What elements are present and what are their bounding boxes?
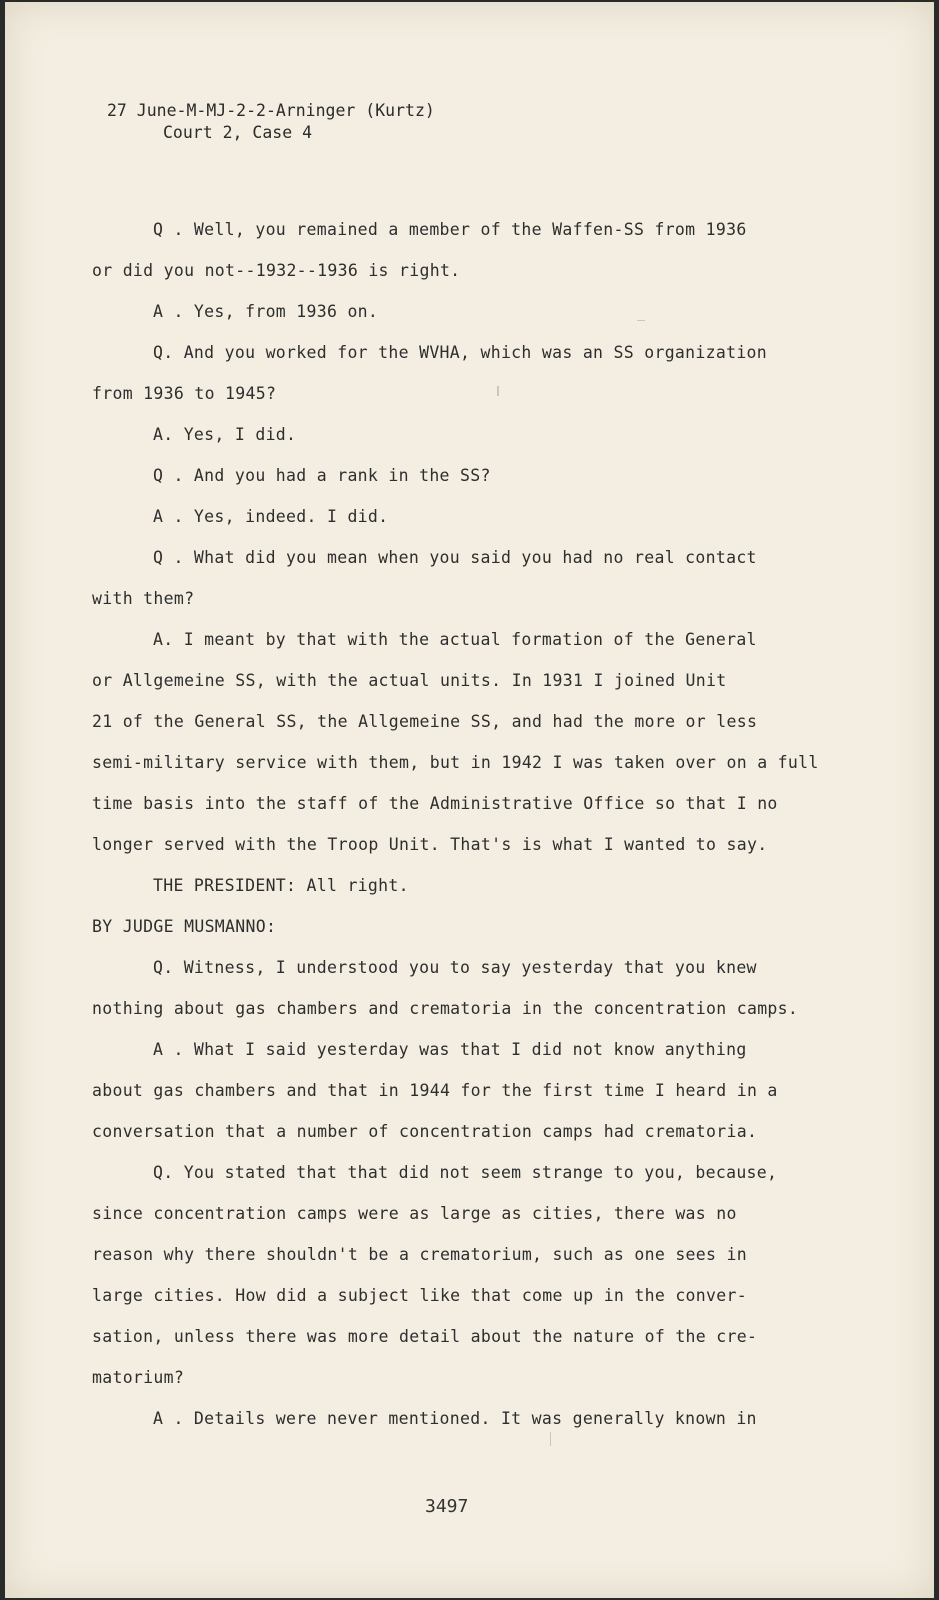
paper-mark xyxy=(637,320,645,321)
transcript-line: A . Yes, indeed. I did. xyxy=(153,507,389,526)
transcript-line: BY JUDGE MUSMANNO: xyxy=(92,917,277,936)
transcript-line: with them? xyxy=(92,589,195,608)
transcript-line: semi-military service with them, but in 1942 I was taken over on a full xyxy=(92,753,819,772)
transcript-line: nothing about gas chambers and crematoria in the concentration camps. xyxy=(92,999,799,1018)
transcript-line: reason why there shouldn't be a crematorium, such as one sees in xyxy=(92,1245,747,1264)
transcript-line: 21 of the General SS, the Allgemeine SS, and had the more or less xyxy=(92,712,758,731)
transcript-line: longer served with the Troop Unit. That's is what I wanted to say. xyxy=(92,835,768,854)
transcript-line: Q. You stated that that did not seem strange to you, because, xyxy=(153,1163,778,1182)
paper-mark xyxy=(550,1432,551,1446)
transcript-line: or did you not--1932--1936 is right. xyxy=(92,261,461,280)
transcript-line: THE PRESIDENT: All right. xyxy=(153,876,409,895)
transcript-line: sation, unless there was more detail about the nature of the cre- xyxy=(92,1327,758,1346)
transcript-line: or Allgemeine SS, with the actual units. In 1931 I joined Unit xyxy=(92,671,727,690)
transcript-line: Q . Well, you remained a member of the Waffen-SS from 1936 xyxy=(153,220,747,239)
transcript-line: from 1936 to 1945? xyxy=(92,384,277,403)
transcript-line: A. I meant by that with the actual formation of the General xyxy=(153,630,757,649)
paper-mark xyxy=(497,386,499,396)
header-line-1: 27 June-M-MJ-2-2-Arninger (Kurtz) xyxy=(107,101,435,120)
document-page xyxy=(5,2,934,1598)
transcript-line: conversation that a number of concentration camps had crematoria. xyxy=(92,1122,758,1141)
page-header xyxy=(107,100,435,144)
transcript-line: Q. And you worked for the WVHA, which was an SS organization xyxy=(153,343,768,362)
header-line-2: Court 2, Case 4 xyxy=(163,123,313,142)
transcript-line: A . What I said yesterday was that I did not know anything xyxy=(153,1040,747,1059)
transcript-line: since concentration camps were as large as cities, there was no xyxy=(92,1204,737,1223)
transcript-line: Q. Witness, I understood you to say yesterday that you knew xyxy=(153,958,757,977)
transcript-line: about gas chambers and that in 1944 for the first time I heard in a xyxy=(92,1081,778,1100)
transcript-line: time basis into the staff of the Administrative Office so that I no xyxy=(92,794,778,813)
transcript-line: large cities. How did a subject like that come up in the conver- xyxy=(92,1286,747,1305)
transcript-line: A. Yes, I did. xyxy=(153,425,297,444)
transcript-line: Q . And you had a rank in the SS? xyxy=(153,466,491,485)
transcript-line: A . Yes, from 1936 on. xyxy=(153,302,379,321)
page-number: 3497 xyxy=(425,1496,469,1517)
transcript-line: matorium? xyxy=(92,1368,185,1387)
transcript-line: A . Details were never mentioned. It was generally known in xyxy=(153,1409,757,1428)
transcript-line: Q . What did you mean when you said you had no real contact xyxy=(153,548,757,567)
